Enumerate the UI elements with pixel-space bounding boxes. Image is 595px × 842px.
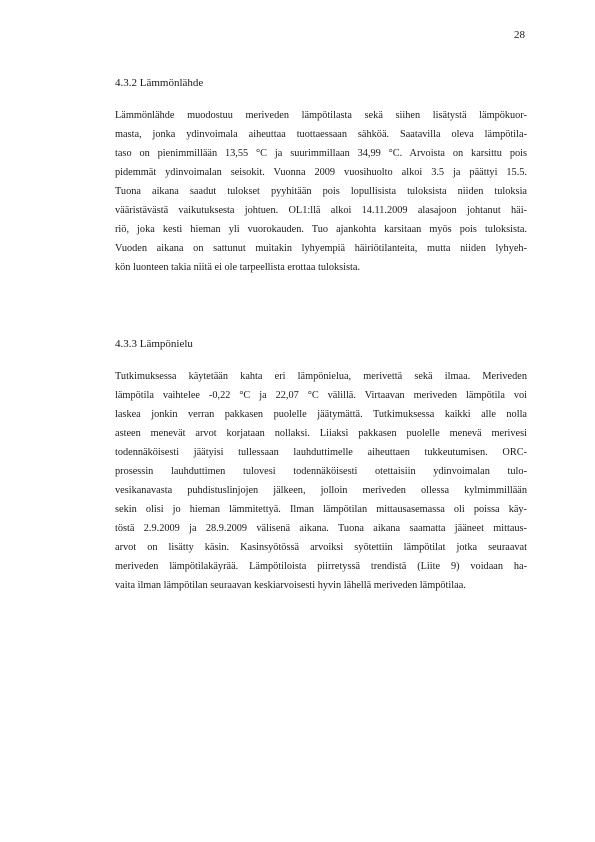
- section-heading-lammonlahde: 4.3.2 Lämmönlähde: [115, 77, 204, 89]
- paragraph-line: laskea jonkin verran pakkasen puolelle jäätymättä. Tutkimuksessa kaikki alle nolla: [115, 409, 527, 420]
- paragraph-line: prosessin lauhduttimen tulovesi todennäköisesti otettaisiin ydinvoimalan tulo-: [115, 466, 527, 477]
- paragraph-line: arvot on lisätty käsin. Kasinsyötössä arvoiksi syötettiin lämpötilat jotka seuraavat: [115, 542, 527, 553]
- paragraph-line: pidemmät ydinvoimalan seisokit. Vuonna 2009 vuosihuolto alkoi 3.5 ja päättyi 15.5.: [115, 167, 527, 178]
- paragraph-line: todennäköisesti jäätyisi tullessaan lauhduttimelle aiheuttaen tukkeutumisen. ORC-: [115, 447, 527, 458]
- section-heading-lamponielu: 4.3.3 Lämpönielu: [115, 338, 193, 350]
- paragraph-line: lämpötila vaihtelee -0,22 °C ja 22,07 °C välillä. Virtaavan meriveden lämpötila voi: [115, 390, 527, 401]
- paragraph-line: kön luonteen takia niitä ei ole tarpeellista erottaa tuloksista.: [115, 262, 361, 273]
- paragraph-line: asteen menevät arvot korjataan nollaksi. Liiaksi pakkasen puolelle menevä merivesi: [115, 428, 527, 439]
- paragraph-line: Tuona aikana saadut tulokset pyyhitään pois lopullisista tuloksista niiden tuloksia: [115, 186, 527, 197]
- paragraph-line: Tutkimuksessa käytetään kahta eri lämpönielua, merivettä sekä ilmaa. Meriveden: [115, 371, 527, 382]
- paragraph-line: riö, joka kesti hieman yli vuorokauden. Tuo ajankohta karsitaan myös pois tuloksista.: [115, 224, 527, 235]
- paragraph-line: Lämmönlähde muodostuu meriveden lämpötilasta sekä siihen lisätystä lämpökuor-: [115, 110, 527, 121]
- paragraph-line: masta, jonka ydinvoimala aiheuttaa tuottaessaan sähköä. Saatavilla oleva lämpötila-: [115, 129, 527, 140]
- paragraph-line: meriveden lämpötilakäyrää. Lämpötiloista piirretyssä trendistä (Liite 9) voidaan ha-: [115, 561, 527, 572]
- paragraph-lamponielu: [115, 367, 527, 595]
- paragraph-line: Vuoden aikana on sattunut muitakin lyhyempiä häiriötilanteita, mutta niiden lyhyeh-: [115, 243, 527, 254]
- paragraph-line: vesikanavasta puhdistuslinjojen jälkeen, jolloin meriveden ollessa kylmimmillään: [115, 485, 527, 496]
- paragraph-line: vaita ilman lämpötilan seuraavan keskiarvoisesti hyvin lähellä meriveden lämpötilaa.: [115, 580, 466, 591]
- paragraph-line: sekin olisi jo hieman lämmitettyä. Ilman lämpötilan mittausasemassa oli poissa käy-: [115, 504, 527, 515]
- paragraph-lammonlahde: [115, 106, 527, 277]
- paragraph-line: vääristävästä vaikutuksesta johtuen. OL1:llä alkoi 14.11.2009 alasajoon johtanut häi-: [115, 205, 527, 216]
- page-number: 28: [514, 29, 525, 41]
- paragraph-line: töstä 2.9.2009 ja 28.9.2009 välisenä aikana. Tuona aikana saamatta jääneet mittaus-: [115, 523, 527, 534]
- paragraph-line: taso on pienimmillään 13,55 °C ja suurimmillaan 34,99 °C. Arvoista on karsittu pois: [115, 148, 527, 159]
